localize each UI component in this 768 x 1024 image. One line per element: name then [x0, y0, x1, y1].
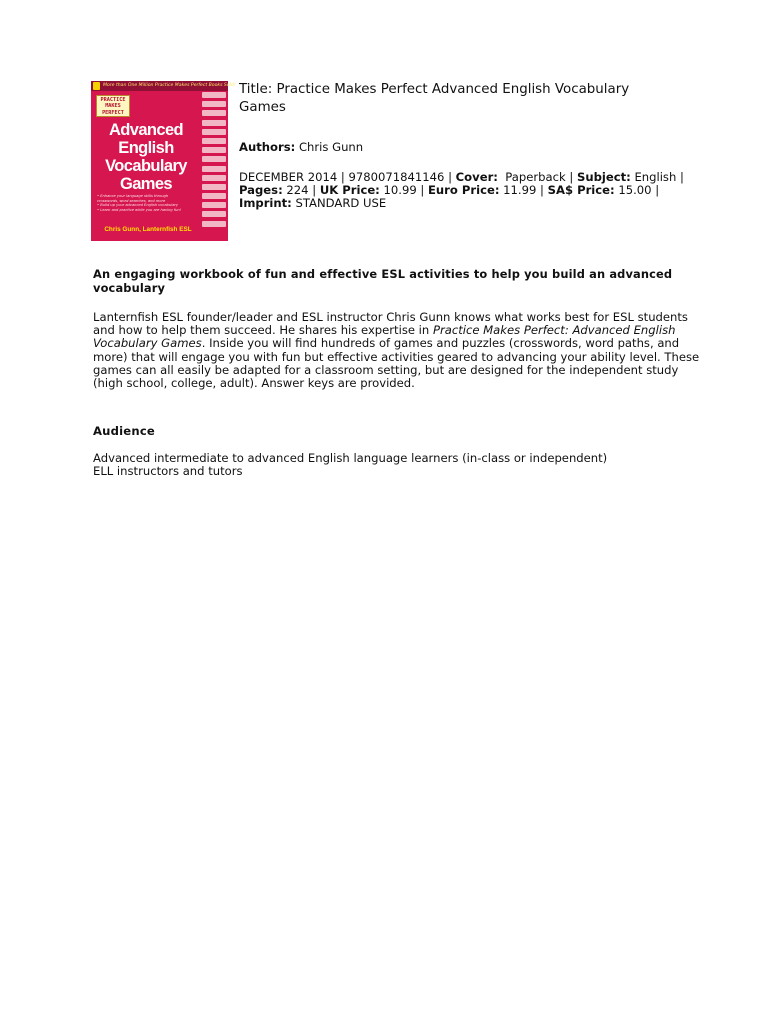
cover-strip-tile: [202, 221, 226, 227]
cover-strip-tile: [202, 110, 226, 116]
cover-strip-tile: [202, 156, 226, 162]
separator: |: [337, 170, 349, 184]
cover-title: [94, 121, 198, 193]
pages-value: 224: [286, 183, 309, 198]
cover-top-banner: [91, 81, 236, 91]
book-description: [93, 311, 711, 390]
cover-strip-tile: [202, 129, 226, 135]
cover-series-line: MAKES: [105, 103, 121, 110]
cover-series-badge: [96, 95, 130, 117]
description-text: . Inside you will find hundreds of games and puzzles (crosswords, word paths, and more) that will engage you with fun but effective activities geared to advancing your ability level. These games can all easily be adapted for a classroom setting, but are designed for the independent study (high school, college, adult). Answer keys are provided.: [93, 336, 700, 391]
book-title: [239, 81, 659, 117]
sa-price-value: 15.00: [618, 183, 652, 198]
separator: |: [651, 183, 660, 198]
audience-item: Advanced intermediate to advanced English language learners (in-class or independent): [93, 451, 608, 465]
book-title-label: Title:: [239, 82, 273, 97]
pub-date: DECEMBER 2014: [239, 170, 338, 184]
pages-label: Pages:: [239, 183, 283, 198]
cover-strip-tile: [202, 202, 226, 208]
cover-title-line: Advanced: [108, 121, 184, 139]
cover-strip-tile: [202, 175, 226, 181]
euro-price-value: 11.99: [503, 183, 537, 198]
uk-price-label: UK Price:: [319, 183, 380, 198]
cover-series-line: PERFECT: [102, 109, 124, 116]
audience-item: ELL instructors and tutors: [93, 464, 243, 479]
book-tagline: An engaging workbook of fun and effective ESL activities to help you build an advanced vocabulary: [93, 267, 673, 295]
cover-series-line: PRACTICE: [100, 97, 126, 103]
isbn: 9780071841146: [348, 170, 445, 184]
cover-title-line: English: [118, 139, 174, 157]
audience-heading: Audience: [93, 424, 155, 438]
separator: |: [565, 170, 577, 184]
sa-price-label: SA$ Price:: [547, 183, 615, 198]
cover-word-strip: [202, 92, 226, 232]
audience-list: [93, 452, 713, 479]
authors-label: Authors:: [239, 140, 296, 154]
imprint-label: Imprint:: [239, 196, 292, 211]
separator: |: [444, 170, 456, 184]
cover-strip-tile: [202, 92, 226, 98]
subject-label: Subject:: [576, 170, 631, 184]
cover-title-line: Vocabulary: [105, 157, 187, 175]
cover-strip-tile: [202, 101, 226, 107]
description-text: Lanternfish ESL founder/leader and ESL instructor Chris Gunn knows what works best for ESL students and how to help them succeed. He shares his expertise in: [93, 310, 688, 338]
authors-line: [239, 141, 709, 154]
uk-price-value: 10.99: [383, 183, 417, 198]
cover-strip-tile: [202, 166, 226, 172]
cover-strip-tile: [202, 147, 226, 153]
cover-strip-tile: [202, 193, 226, 199]
imprint-value: STANDARD USE: [295, 196, 387, 211]
separator: |: [308, 183, 320, 198]
separator: |: [536, 183, 548, 198]
cover-bullet: • Build up your advanced English vocabulary: [97, 203, 179, 208]
cover-label: Cover:: [455, 170, 498, 184]
book-title-text: Practice Makes Perfect Advanced English Vocabulary Games: [239, 82, 630, 115]
cover-title-line: Games: [119, 175, 173, 193]
book-cover-image: [91, 81, 236, 241]
cover-bullet: • Learn and practice while you are having fun!: [97, 207, 182, 212]
cover-strip-tile: [202, 184, 226, 190]
authors-value: Chris Gunn: [298, 140, 364, 154]
subject-value: English: [634, 170, 677, 184]
publisher-logo-icon: [93, 82, 100, 90]
cover-tagline: More than One Million Practice Makes Perfect Books Sold!: [103, 83, 236, 88]
cover-strip-tile: [202, 138, 226, 144]
cover-strip-tile: [202, 120, 226, 126]
description-book-title: Practice Makes Perfect: Advanced English Vocabulary Games: [93, 323, 676, 351]
separator: |: [676, 170, 684, 184]
cover-bullet: • Enhance your language skills through: [97, 194, 169, 198]
cover-strip-tile: [202, 211, 226, 217]
cover-authors: Chris Gunn, Lanternfish ESL: [104, 226, 192, 233]
cover-bullets: [97, 194, 201, 212]
publication-info: [239, 171, 709, 211]
euro-price-label: Euro Price:: [428, 183, 500, 198]
cover-bullet: crosswords, word searches, and more: [97, 198, 166, 203]
separator: |: [416, 183, 428, 198]
cover-value: Paperback: [505, 170, 566, 184]
